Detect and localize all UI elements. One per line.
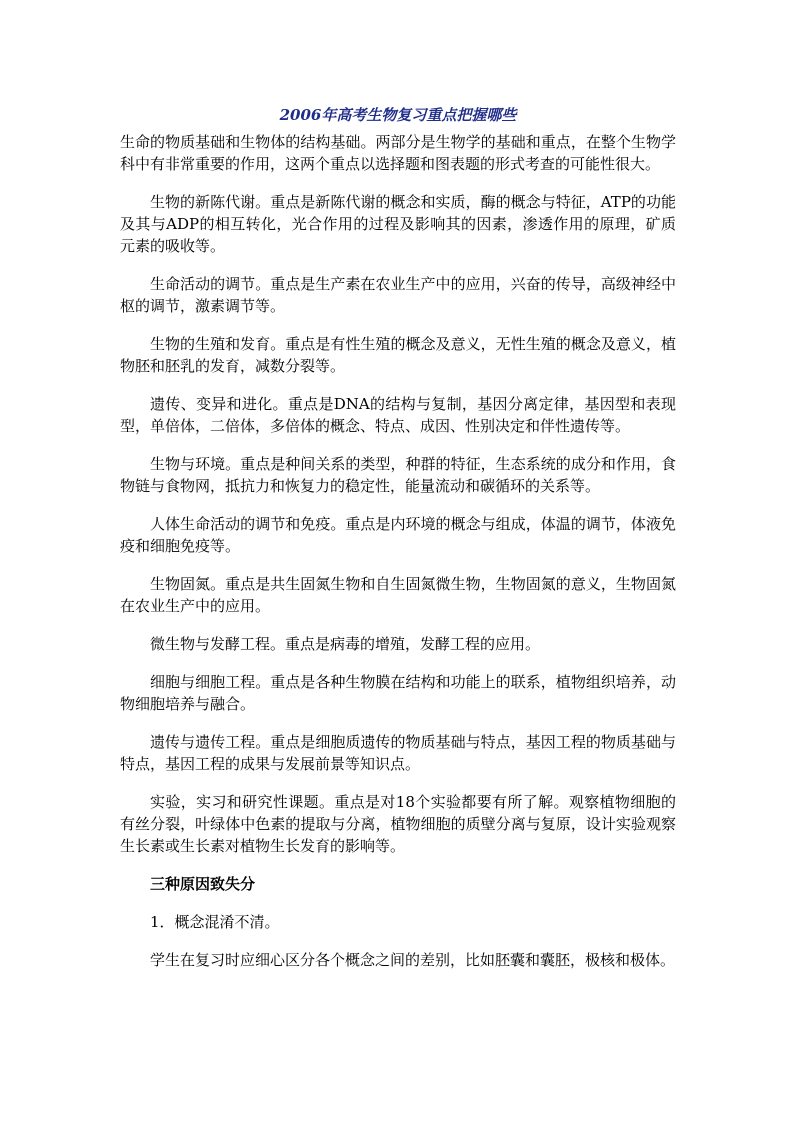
paragraph: 生物与环境。重点是种间关系的类型，种群的特征，生态系统的成分和作用，食物链与食物网，抵抗力和恢复力的稳定性，能量流动和碳循环的关系等。 [120, 455, 676, 495]
paragraph: 生物的生殖和发育。重点是有性生殖的概念及意义，无性生殖的概念及意义，植物胚和胚乳的发育，减数分裂等。 [120, 335, 676, 375]
paragraph: 遗传、变异和进化。重点是DNA的结构与复制，基因分离定律，基因型和表现型，单倍体，二倍体，多倍体的概念、特点、成因、性别决定和伴性遗传等。 [120, 395, 676, 435]
paragraph: 人体生命活动的调节和免疫。重点是内环境的概念与组成，体温的调节，体液免疫和细胞免疫等。 [120, 515, 676, 555]
paragraph: 微生物与发酵工程。重点是病毒的增殖，发酵工程的应用。 [150, 635, 541, 653]
list-item: 1．概念混淆不清。 [150, 913, 280, 931]
paragraph: 学生在复习时应细心区分各个概念之间的差别，比如胚囊和囊胚，极核和极体。 [150, 951, 676, 969]
paragraph: 遗传与遗传工程。重点是细胞质遗传的物质基础与特点，基因工程的物质基础与特点，基因工程的成果与发展前景等知识点。 [120, 733, 676, 773]
paragraph: 细胞与细胞工程。重点是各种生物膜在结构和功能上的联系，植物组织培养，动物细胞培养与融合。 [120, 673, 676, 713]
document-page [120, 101, 676, 987]
paragraph: 实验，实习和研究性课题。重点是对18个实验都要有所了解。观察植物细胞的有丝分裂，叶绿体中色素的提取与分离，植物细胞的质壁分离与复原，设计实验观察生长素或生长素对植物生长发育的影响等。 [120, 793, 676, 855]
section-heading: 三种原因致失分 [150, 875, 256, 893]
paragraph: 生命活动的调节。重点是生产素在农业生产中的应用，兴奋的传导，高级神经中枢的调节，激素调节等。 [120, 275, 676, 315]
paragraph: 生命的物质基础和生物体的结构基础。两部分是生物学的基础和重点，在整个生物学科中有非常重要的作用，这两个重点以选择题和图表题的形式考查的可能性很大。 [120, 133, 676, 173]
document-title: 2006年高考生物复习重点把握哪些 [279, 106, 517, 124]
paragraph: 生物的新陈代谢。重点是新陈代谢的概念和实质，酶的概念与特征，ATP的功能及其与ADP的相互转化，光合作用的过程及影响其的因素，渗透作用的原理，矿质元素的吸收等。 [120, 193, 676, 255]
paragraph: 生物固氮。重点是共生固氮生物和自生固氮微生物，生物固氮的意义，生物固氮在农业生产中的应用。 [120, 575, 676, 615]
